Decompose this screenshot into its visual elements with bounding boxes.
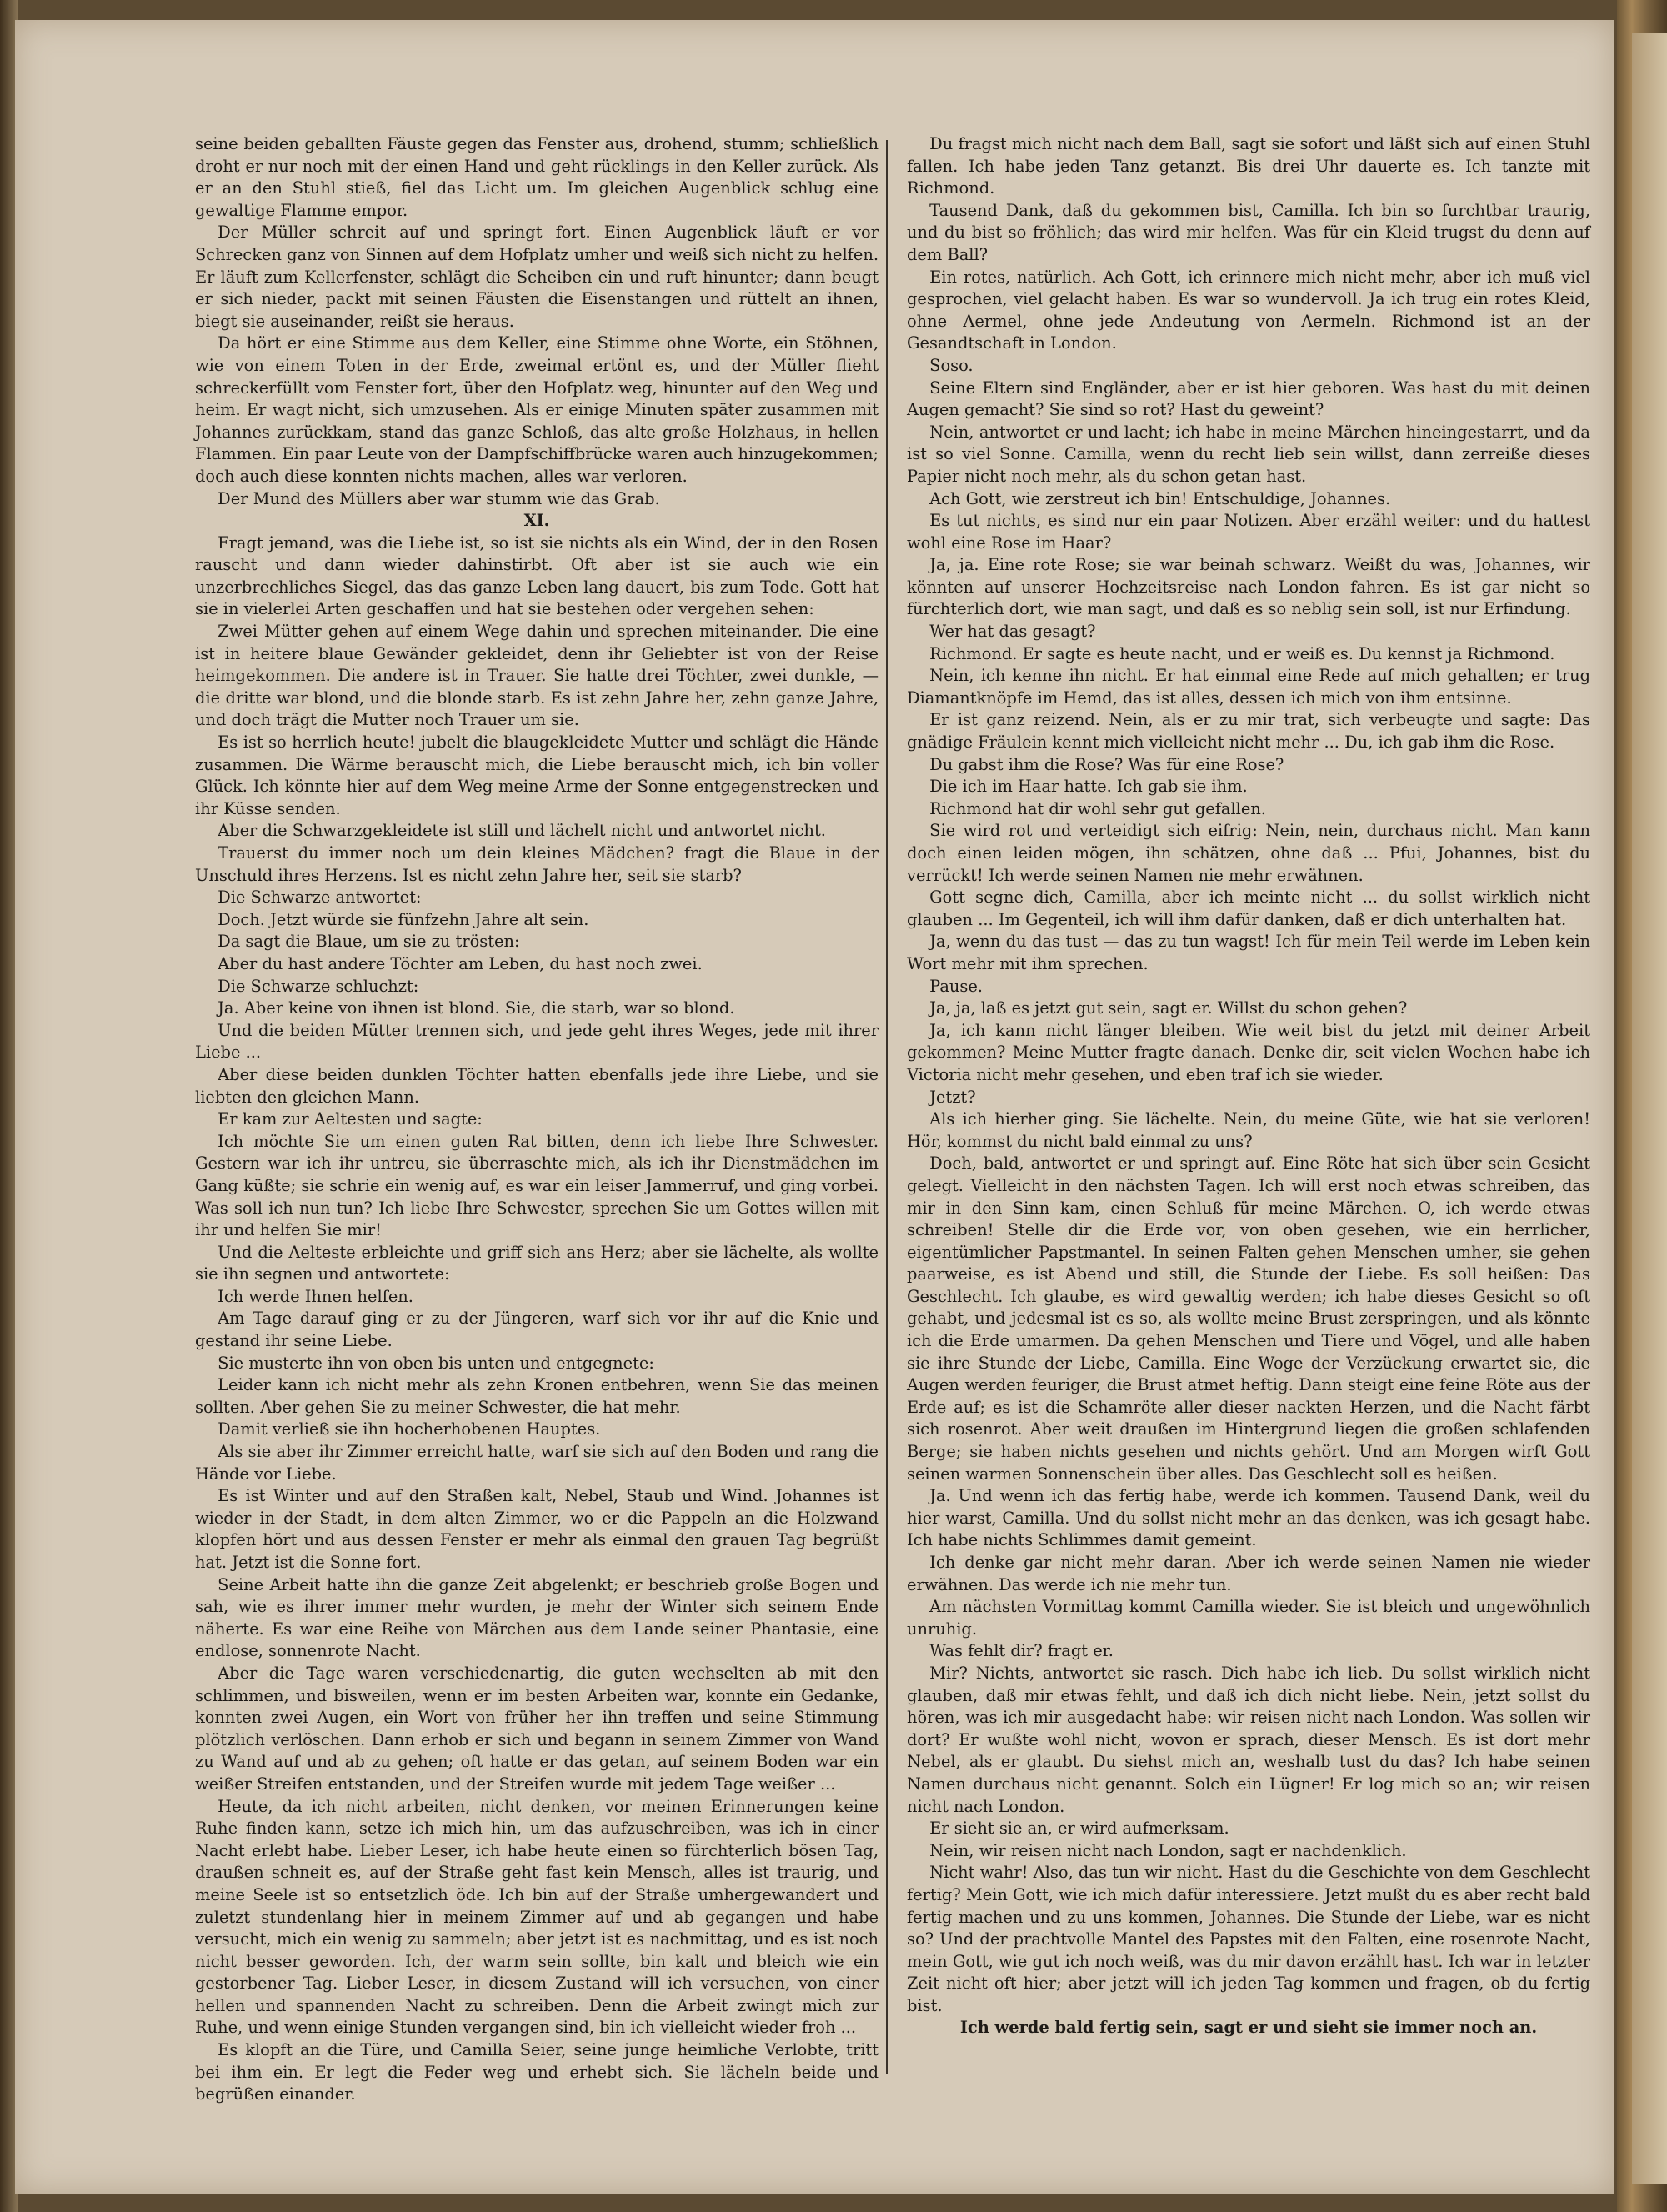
paragraph: Nein, ich kenne ihn nicht. Er hat einmal eine Rede auf mich gehalten; er trug Diamantknöpfe im Hemd, das ist alles, dessen ich mich von ihm entsinne. bbox=[907, 666, 1590, 708]
paragraph: Er kam zur Aeltesten und sagte: bbox=[218, 1109, 483, 1129]
column-divider bbox=[886, 140, 888, 2074]
paragraph: Heute, da ich nicht arbeiten, nicht denken, vor meinen Erinnerungen keine Ruhe finden kann, setze ich mich hin, um das aufzuschreiben, was ich in einer Nacht erlebt habe. Lieber Leser, ich habe heute einen so fürchterlich bösen Tag, draußen schneit es, auf der Straße geht fast kein Mensch, alles ist traurig, und meine Seele ist so entsetzlich öde. Ich bin auf der Straße umhergewandert und zuletzt stundenlang hier in meinem Zimmer auf und ab gegangen und habe versucht, mich ein wenig zu sammeln; aber jetzt ist es nachmittag, und es ist noch nicht besser geworden. Ich, der warm sein sollte, bin kalt und bleich wie ein gestorbener Tag. Lieber Leser, in diesem Zustand will ich versuchen, von einer hellen und spannenden Nacht zu schreiben. Denn die Arbeit zwingt mich zur Ruhe, und wenn einige Stunden vergangen sind, bin ich vielleicht wieder froh ... bbox=[195, 1796, 879, 2038]
right-column bbox=[907, 133, 1590, 2075]
paragraph: Es ist so herrlich heute! jubelt die blaugekleidete Mutter und schlägt die Hände zusammen. Die Wärme berauscht mich, die Liebe berauscht mich, ich bin voller Glück. Ich könnte hier auf dem Weg meine Arme der Sonne entgegenstrecken und ihr Küsse senden. bbox=[195, 733, 879, 818]
paragraph: Trauerst du immer noch um dein kleines Mädchen? fragt die Blaue in der Unschuld ihres Herzens. Ist es nicht zehn Jahre her, seit sie starb? bbox=[195, 843, 879, 885]
paragraph: Ach Gott, wie zerstreut ich bin! Entschuldige, Johannes. bbox=[929, 488, 1391, 508]
paragraph: Jetzt? bbox=[929, 1087, 976, 1107]
paragraph: Es klopft an die Türe, und Camilla Seier, seine junge heimliche Verlobte, tritt bei ihm ein. Er legt die Feder weg und erhebt sich. Sie lächeln beide und begrüßen einander. bbox=[195, 2040, 879, 2104]
paragraph: Und die Aelteste erbleichte und griff sich ans Herz; aber sie lächelte, als wollte sie ihn segnen und antwortete: bbox=[195, 1242, 879, 1284]
paragraph: Wer hat das gesagt? bbox=[929, 622, 1096, 642]
paragraph: Richmond hat dir wohl sehr gut gefallen. bbox=[929, 798, 1266, 818]
paragraph: Der Mund des Müllers aber war stumm wie das Grab. bbox=[218, 488, 660, 508]
paragraph: Nein, antwortet er und lacht; ich habe in meine Märchen hineingestarrt, und da ist so viel Sonne. Camilla, wenn du recht lieb sein willst, dann zerreiße dieses Papier nicht noch mehr, als du schon getan hast. bbox=[907, 422, 1590, 486]
paragraph: Damit verließ sie ihn hocherhobenen Hauptes. bbox=[218, 1419, 601, 1439]
paragraph: Soso. bbox=[929, 355, 974, 375]
paragraph: Aber die Tage waren verschiedenartig, die guten wechselten ab mit den schlimmen, und bisweilen, wenn er im besten Arbeiten war, konnte ein Gedanke, konnten zwei Augen, ein Wort von früher her ihn treffen und seine Stimmung plötzlich verlöschen. Dann erhob er sich und begann in seinem Zimmer von Wand zu Wand auf und ab zu gehen; oft hatte er das getan, auf seinem Boden war ein weißer Streifen entstanden, und der Streifen wurde mit jedem Tage weißer ... bbox=[195, 1663, 879, 1794]
paragraph: Seine Arbeit hatte ihn die ganze Zeit abgelenkt; er beschrieb große Bogen und sah, wie es ihrer immer mehr wurden, je mehr der Winter sich seinem Ende näherte. Es war eine Reihe von Märchen aus dem Lande seiner Phantasie, eine endlose, sonnenrote Nacht. bbox=[195, 1574, 879, 1661]
paragraph: Und die beiden Mütter trennen sich, und jede geht ihres Weges, jede mit ihrer Liebe ... bbox=[195, 1020, 879, 1063]
paragraph: Der Müller schreit auf und springt fort. Einen Augenblick läuft er vor Schrecken ganz von Sinnen auf dem Hofplatz umher und weiß sich nicht zu helfen. Er läuft zum Kellerfenster, schlägt die Scheiben ein und ruft hinunter; dann beugt er sich nieder, packt mit seinen Fäusten die Eisenstangen und rüttelt an ihnen, biegt sie auseinander, reißt sie heraus. bbox=[195, 223, 879, 331]
paragraph: Die ich im Haar hatte. Ich gab sie ihm. bbox=[929, 777, 1248, 797]
paragraph: Doch, bald, antwortet er und springt auf. Eine Röte hat sich über sein Gesicht gelegt. Vielleicht in den nächsten Tagen. Ich will erst noch etwas schreiben, das mir in den Sinn kam, einen Schluß für meine Märchen. O, ich werde etwas schreiben! Stelle dir die Erde vor, von oben gesehen, wie ein herrlicher, eigentümlicher Papstmantel. In seinen Falten gehen Menschen umher, sie gehen paarweise, es ist Abend und still, die Stunde der Liebe. Es soll heißen: Das Geschlecht. Ich glaube, es wird gewaltig werden; ich habe dieses Gesicht so oft gehabt, und jedesmal ist es so, als wollte meine Brust zerspringen, und als könnte ich die Erde umarmen. Da gehen Menschen und Tiere und Vögel, und alle haben sie ihre Stunde der Liebe, Camilla. Eine Woge der Verzückung erwartet sie, die Augen werden feuriger, die Brust atmet heftig. Dann steigt eine feine Röte aus der Erde auf; es ist die Schamröte aller dieser nackten Herzen, und die Nacht färbt sich rosenrot. Aber weit draußen im Hintergrund liegen die großen schlafenden Berge; sie haben nichts gesehen und nichts gehört. Und am Morgen wirft Gott seinen warmen Sonnenschein über alles. Das Geschlecht soll es heißen. bbox=[907, 1154, 1590, 1484]
paragraph: Tausend Dank, daß du gekommen bist, Camilla. Ich bin so furchtbar traurig, und du bist so fröhlich; das wird mir helfen. Was für ein Kleid trugst du denn auf dem Ball? bbox=[907, 200, 1590, 264]
paragraph: Es tut nichts, es sind nur ein paar Notizen. Aber erzähl weiter: und du hattest wohl eine Rose im Haar? bbox=[907, 511, 1590, 553]
paragraph: Ein rotes, natürlich. Ach Gott, ich erinnere mich nicht mehr, aber ich muß viel gesprochen, viel gelacht haben. Es war so wundervoll. Ja ich trug ein rotes Kleid, ohne Aermel, ohne jede Andeutung von Aermeln. Richmond ist an der Gesandtschaft in London. bbox=[907, 267, 1590, 353]
paragraph: Sie wird rot und verteidigt sich eifrig: Nein, nein, durchaus nicht. Man kann doch einen leiden mögen, ihn schätzen, ohne daß ... Pfui, Johannes, bist du verrückt! Ich werde seinen Namen nie mehr erwähnen. bbox=[907, 821, 1590, 885]
chapter-heading: XI. bbox=[523, 511, 550, 531]
paragraph: Ja, ja. Eine rote Rose; sie war beinah schwarz. Weißt du was, Johannes, wir könnten auf unserer Hochzeitsreise nach London fahren. Es ist gar nicht so fürchterlich dort, wie man sagt, und daß es so neblig sein soll, ist nur Erfindung. bbox=[907, 555, 1590, 619]
paragraph: Fragt jemand, was die Liebe ist, so ist sie nichts als ein Wind, der in den Rosen rauscht und dann wieder dahinstirbt. Oft aber ist sie auch wie ein unzerbrechliches Siegel, das das ganze Leben lang dauert, bis zum Tode. Gott hat sie in vielerlei Arten geschaffen und hat sie bestehen oder vergehen sehen: bbox=[195, 533, 879, 619]
paragraph: Ich möchte Sie um einen guten Rat bitten, denn ich liebe Ihre Schwester. Gestern war ich ihr untreu, sie überraschte mich, als ich ihr Dienstmädchen im Gang küßte; sie schrie ein wenig auf, es war ein leiser Jammerruf, und ging vorbei. Was soll ich nun tun? Ich liebe Ihre Schwester, sprechen Sie um Gottes willen mit ihr und helfen Sie mir! bbox=[195, 1131, 879, 1240]
paragraph: Da sagt die Blaue, um sie zu trösten: bbox=[218, 932, 520, 952]
paragraph: Da hört er eine Stimme aus dem Keller, eine Stimme ohne Worte, ein Stöhnen, wie von einem Toten in der Erde, zweimal ertönt es, und der Müller flieht schreckerfüllt vom Fenster fort, über den Hofplatz weg, hinunter auf den Weg und heim. Er wagt nicht, sich umzusehen. Als er einige Minuten später zusammen mit Johannes zurückkam, stand das ganze Schloß, das alte große Holzhaus, in hellen Flammen. Ein paar Leute von der Dampfschiffbrücke waren auch hinzugekommen; doch auch diese konnten nichts machen, alles war verloren. bbox=[195, 333, 879, 486]
paragraph: Am Tage darauf ging er zu der Jüngeren, warf sich vor ihr auf die Knie und gestand ihr seine Liebe. bbox=[195, 1309, 879, 1351]
left-column bbox=[195, 133, 879, 2104]
paragraph: Er sieht sie an, er wird aufmerksam. bbox=[929, 1819, 1229, 1839]
paragraph: Als sie aber ihr Zimmer erreicht hatte, warf sie sich auf den Boden und rang die Hände vor Liebe. bbox=[195, 1442, 879, 1484]
paragraph: Als ich hierher ging. Sie lächelte. Nein, du meine Güte, wie hat sie verloren! Hör, kommst du nicht bald einmal zu uns? bbox=[907, 1109, 1590, 1151]
paragraph: Leider kann ich nicht mehr als zehn Kronen entbehren, wenn Sie das meinen sollten. Aber gehen Sie zu meiner Schwester, die hat mehr. bbox=[195, 1375, 879, 1417]
paragraph: Du fragst mich nicht nach dem Ball, sagt sie sofort und läßt sich auf einen Stuhl fallen. Ich habe jeden Tanz getanzt. Bis drei Uhr dauerte es. Ich tanzte mit Richmond. bbox=[907, 134, 1590, 198]
continuation-note: Ich werde bald fertig sein, sagt er und sieht sie immer noch an. bbox=[959, 2018, 1538, 2038]
paragraph: Gott segne dich, Camilla, aber ich meinte nicht ... du sollst wirklich nicht glauben ... Im Gegenteil, ich will ihm dafür danken, daß er dich unterhalten hat. bbox=[907, 888, 1590, 929]
paragraph: Am nächsten Vormittag kommt Camilla wieder. Sie ist bleich und ungewöhnlich unruhig. bbox=[907, 1597, 1590, 1639]
paragraph: Ja, ja, laß es jetzt gut sein, sagt er. Willst du schon gehen? bbox=[929, 998, 1408, 1018]
paragraph: Es ist Winter und auf den Straßen kalt, Nebel, Staub und Wind. Johannes ist wieder in der Stadt, in dem alten Zimmer, wo er die Pappeln an die Holzwand klopfen hört und aus dessen Fenster er mehr als einmal den grauen Tag begrüßt hat. Jetzt ist die Sonne fort. bbox=[195, 1486, 879, 1572]
paragraph: Nicht wahr! Also, das tun wir nicht. Hast du die Geschichte von dem Geschlecht fertig? Mein Gott, wie ich mich dafür interessiere. Jetzt mußt du es aber recht bald fertig machen und zu uns kommen, Johannes. Die Stunde der Liebe, war es nicht so? Und der prachtvolle Mantel des Papstes mit den Falten, eine rosenrote Nacht, mein Gott, wie gut ich noch weiß, was du mir davon erzählt hast. Ich war in letzter Zeit nicht oft hier; aber jetzt will ich jeden Tag kommen und fragen, ob du fertig bist. bbox=[907, 1863, 1590, 2015]
paragraph: Ich denke gar nicht mehr daran. Aber ich werde seinen Namen nie wieder erwähnen. Das werde ich nie mehr tun. bbox=[907, 1553, 1590, 1594]
paragraph: Er ist ganz reizend. Nein, als er zu mir trat, sich verbeugte und sagte: Das gnädige Fräulein kennt mich vielleicht nicht mehr ... Du, ich gab ihm die Rose. bbox=[907, 710, 1590, 753]
paragraph: Nein, wir reisen nicht nach London, sagt er nachdenklich. bbox=[929, 1840, 1407, 1860]
paragraph: Zwei Mütter gehen auf einem Wege dahin und sprechen miteinander. Die eine ist in heitere blaue Gewänder gekleidet, denn ihr Geliebter ist von der Reise heimgekommen. Die andere ist in Trauer. Sie hatte drei Töchter, zwei dunkle, — die dritte war blond, und die blonde starb. Es ist zehn Jahre her, zehn ganze Jahre, und doch trägt die Mutter noch Trauer um sie. bbox=[195, 622, 879, 730]
next-page-edge bbox=[1632, 33, 1667, 2184]
paragraph: Aber diese beiden dunklen Töchter hatten ebenfalls jede ihre Liebe, und sie liebten den gleichen Mann. bbox=[195, 1064, 879, 1107]
paragraph: Die Schwarze schluchzt: bbox=[218, 976, 419, 996]
paragraph: Mir? Nichts, antwortet sie rasch. Dich habe ich lieb. Du sollst wirklich nicht glauben, daß mir etwas fehlt, und daß ich dich nicht liebe. Nein, jetzt sollst du hören, was ich mir ausgedacht habe: wir reisen nicht nach London. Was sollen wir dort? Er wußte wohl nicht, wovon er sprach, dieser Mensch. Es ist dort mehr Nebel, als er glaubt. Du siehst mich an, weshalb tust du das? Ich habe seinen Namen durchaus nicht genannt. Solch ein Lügner! Er log mich so an; wir reisen nicht nach London. bbox=[907, 1663, 1590, 1816]
paragraph: seine beiden geballten Fäuste gegen das Fenster aus, drohend, stumm; schließlich droht er nur noch mit der einen Hand und geht rücklings in den Keller zurück. Als er an den Stuhl stieß, fiel das Licht um. Im gleichen Augenblick schlug eine gewaltige Flamme empor. bbox=[195, 134, 879, 220]
paragraph: Die Schwarze antwortet: bbox=[218, 888, 422, 908]
paragraph: Pause. bbox=[929, 976, 983, 996]
paragraph: Doch. Jetzt würde sie fünfzehn Jahre alt sein. bbox=[218, 909, 589, 929]
paragraph: Aber du hast andere Töchter am Leben, du hast noch zwei. bbox=[218, 953, 703, 973]
paragraph: Sie musterte ihn von oben bis unten und entgegnete: bbox=[218, 1353, 654, 1373]
paragraph: Seine Eltern sind Engländer, aber er ist hier geboren. Was hast du mit deinen Augen gemacht? Sie sind so rot? Hast du geweint? bbox=[907, 378, 1590, 420]
paragraph: Aber die Schwarzgekleidete ist still und lächelt nicht und antwortet nicht. bbox=[218, 821, 826, 841]
paragraph: Ja. Und wenn ich das fertig habe, werde ich kommen. Tausend Dank, weil du hier warst, Camilla. Und du sollst nicht mehr an das denken, was ich gesagt habe. Ich habe nichts Schlimmes damit gemeint. bbox=[907, 1486, 1590, 1550]
paragraph: Richmond. Er sagte es heute nacht, und er weiß es. Du kennst ja Richmond. bbox=[929, 643, 1555, 663]
paragraph: Ich werde Ihnen helfen. bbox=[218, 1286, 413, 1306]
paragraph: Ja, ich kann nicht länger bleiben. Wie weit bist du jetzt mit deiner Arbeit gekommen? Meine Mutter fragte danach. Denke dir, seit vielen Wochen habe ich Victoria nicht mehr gesehen, und eben traf ich sie wieder. bbox=[907, 1020, 1590, 1084]
paragraph: Du gabst ihm die Rose? Was für eine Rose? bbox=[929, 754, 1284, 774]
paragraph: Was fehlt dir? fragt er. bbox=[929, 1641, 1114, 1661]
paragraph: Ja. Aber keine von ihnen ist blond. Sie, die starb, war so blond. bbox=[218, 998, 735, 1018]
paragraph: Ja, wenn du das tust — das zu tun wagst! Ich für mein Teil werde im Leben kein Wort mehr mit ihm sprechen. bbox=[907, 932, 1590, 973]
